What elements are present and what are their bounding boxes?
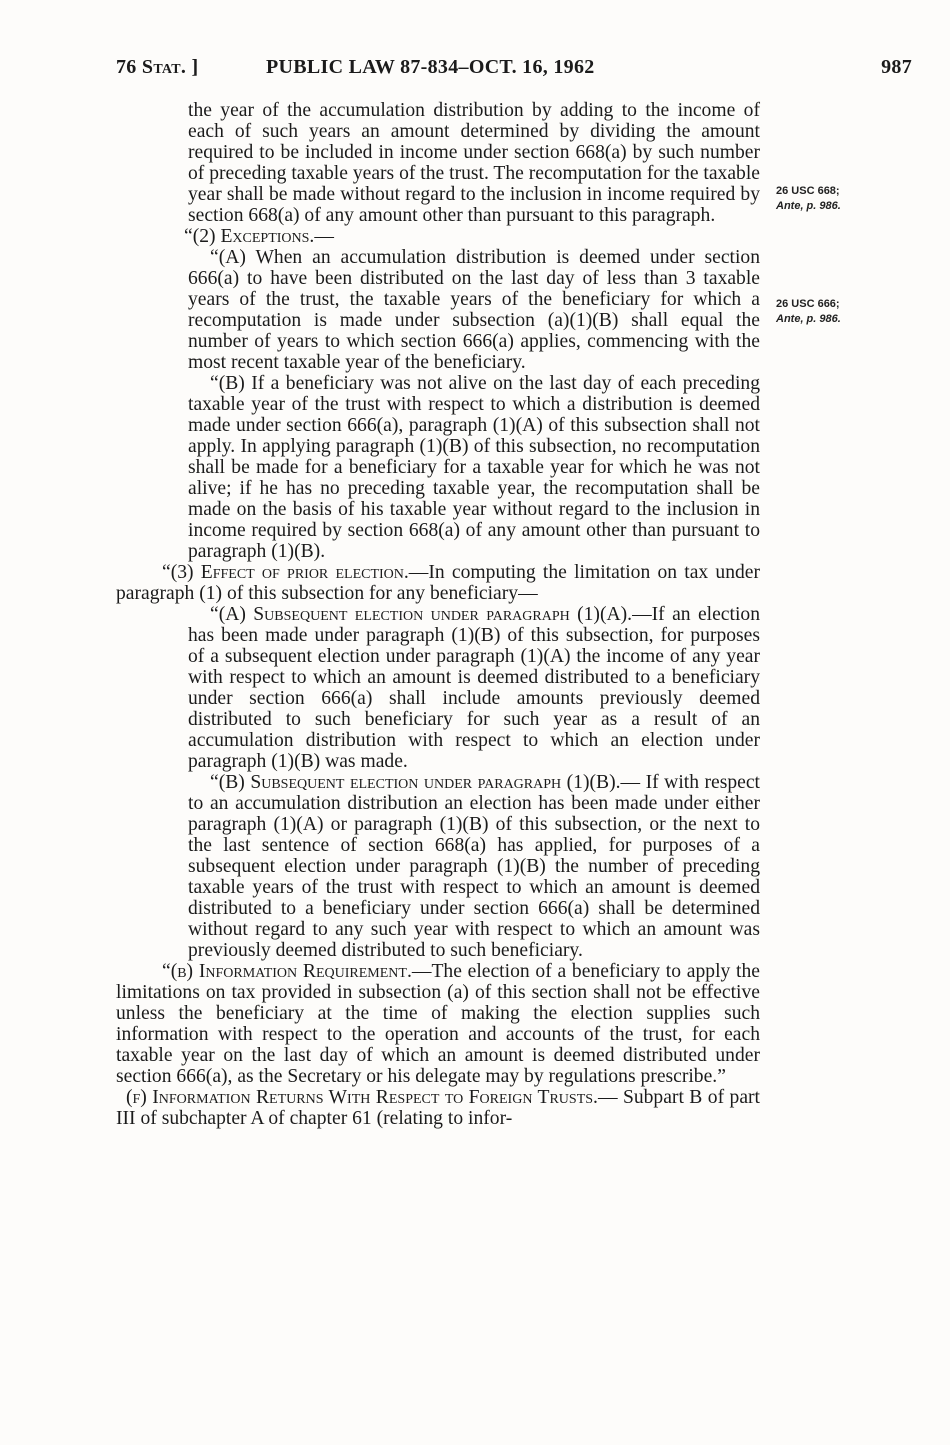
paragraph-exception-b: “(B) If a beneficiary was not alive on the last day of each preceding taxable year of the trust with respect to which a distribution is deemed made under section 666(a), paragraph (1)(A) of this subsection shall not apply. In applying paragraph (1)(B) of this subsection, no recomputation shall be made for a beneficiary for a taxable year for which he was not alive; if he has no preceding taxable year, the recomputation shall be made on the basis of his taxable year without regard to the inclusion in income required by section 668(a) of any amount other than pursuant to paragraph (1)(B). — [188, 373, 760, 562]
paragraph-body: —The election of a beneficiary to apply the limitations on tax provided in subsection (a) of this section shall not be effective unless the beneficiary at the time of making the election supplies such information with respect to the operation and accounts of the trust, for each taxable year on the last day of which an amount is deemed distributed under section 666(a), as the Secretary or his delegate may by regulations prescribe.” — [116, 961, 760, 1087]
margin-note-usc: 26 USC 666; — [776, 298, 840, 310]
paragraph-lead: (f) Information Returns With Respect to Foreign Trusts. — [126, 1087, 598, 1108]
statute-volume: 76 Stat. ] — [116, 56, 199, 78]
heading-exceptions: “(2) Exceptions.— — [184, 226, 334, 247]
paragraph-subsequent-election-a — [116, 604, 760, 772]
margin-note-1 — [776, 184, 886, 214]
statute-text — [116, 100, 760, 1129]
page-header — [116, 56, 916, 88]
page-number: 987 — [881, 56, 912, 78]
paragraph-body: — Subpart B of part III of subchapter A of chapter 61 (relating to infor- — [116, 1087, 760, 1129]
margin-note-2 — [776, 297, 886, 327]
margin-note-ante: Ante, p. 986. — [776, 200, 841, 212]
page-title: PUBLIC LAW 87-834–OCT. 16, 1962 — [266, 56, 595, 78]
paragraph-lead: “(3) Effect of prior election. — [162, 562, 409, 583]
paragraph-information-requirement — [116, 961, 760, 1087]
paragraph-exception-a: “(A) When an accumulation distribution is deemed under section 666(a) to have been distributed on the last day of less than 3 taxable years of the trust, the taxable years of the beneficiary for which a recomputation is made under subsection (a)(1)(B) shall equal the number of years to which section 666(a) applies, commencing with the most recent taxable year of the beneficiary. — [188, 247, 760, 373]
paragraph-lead: “(b) Information Requirement. — [162, 961, 412, 982]
paragraph-lead: “(B) Subsequent election under paragraph (1)(B). — [210, 772, 621, 793]
paragraph-lead: “(A) Subsequent election under paragraph (1)(A). — [210, 604, 633, 625]
paragraph-effect-prior-election — [116, 562, 760, 604]
paragraph-body: —In computing the limitation on tax under paragraph (1) of this subsection for any beneficiary— — [116, 562, 761, 604]
paragraph-body: —If an election has been made under paragraph (1)(B) of this subsection, for purposes of a subsequent election under paragraph (1)(A) the income of any year with respect to which an amount is deemed distributed to a beneficiary under section 666(a) shall include amounts previously deemed distributed to such beneficiary for such year as a result of an accumulation distribution with respect to which an election under paragraph (1)(B) was made. — [188, 604, 760, 772]
margin-note-ante: Ante, p. 986. — [776, 313, 841, 325]
paragraph-information-returns — [116, 1087, 760, 1129]
paragraph-recomputation: the year of the accumulation distribution by adding to the income of each of such years an amount determined by dividing the amount required to be included in income under section 668(a) by such number of preceding taxable years of the trust. The recomputation for the taxable year shall be made without regard to the inclusion in income required by section 668(a) of any amount other than pursuant to this paragraph. — [188, 100, 760, 226]
paragraph-body: — If with respect to an accumulation distribution an election has been made under either paragraph (1)(A) or paragraph (1)(B) of this subsection, or the next to the last sentence of section 668(a) has applied, for purposes of a subsequent election under paragraph (1)(B) the number of preceding taxable years of the trust with respect to which an amount is deemed distributed to a beneficiary under section 666(a) shall be determined without regard to any such year with respect to which an amount was previously deemed distributed to such beneficiary. — [188, 772, 761, 961]
paragraph-subsequent-election-b — [116, 772, 760, 961]
margin-note-usc: 26 USC 668; — [776, 185, 840, 197]
